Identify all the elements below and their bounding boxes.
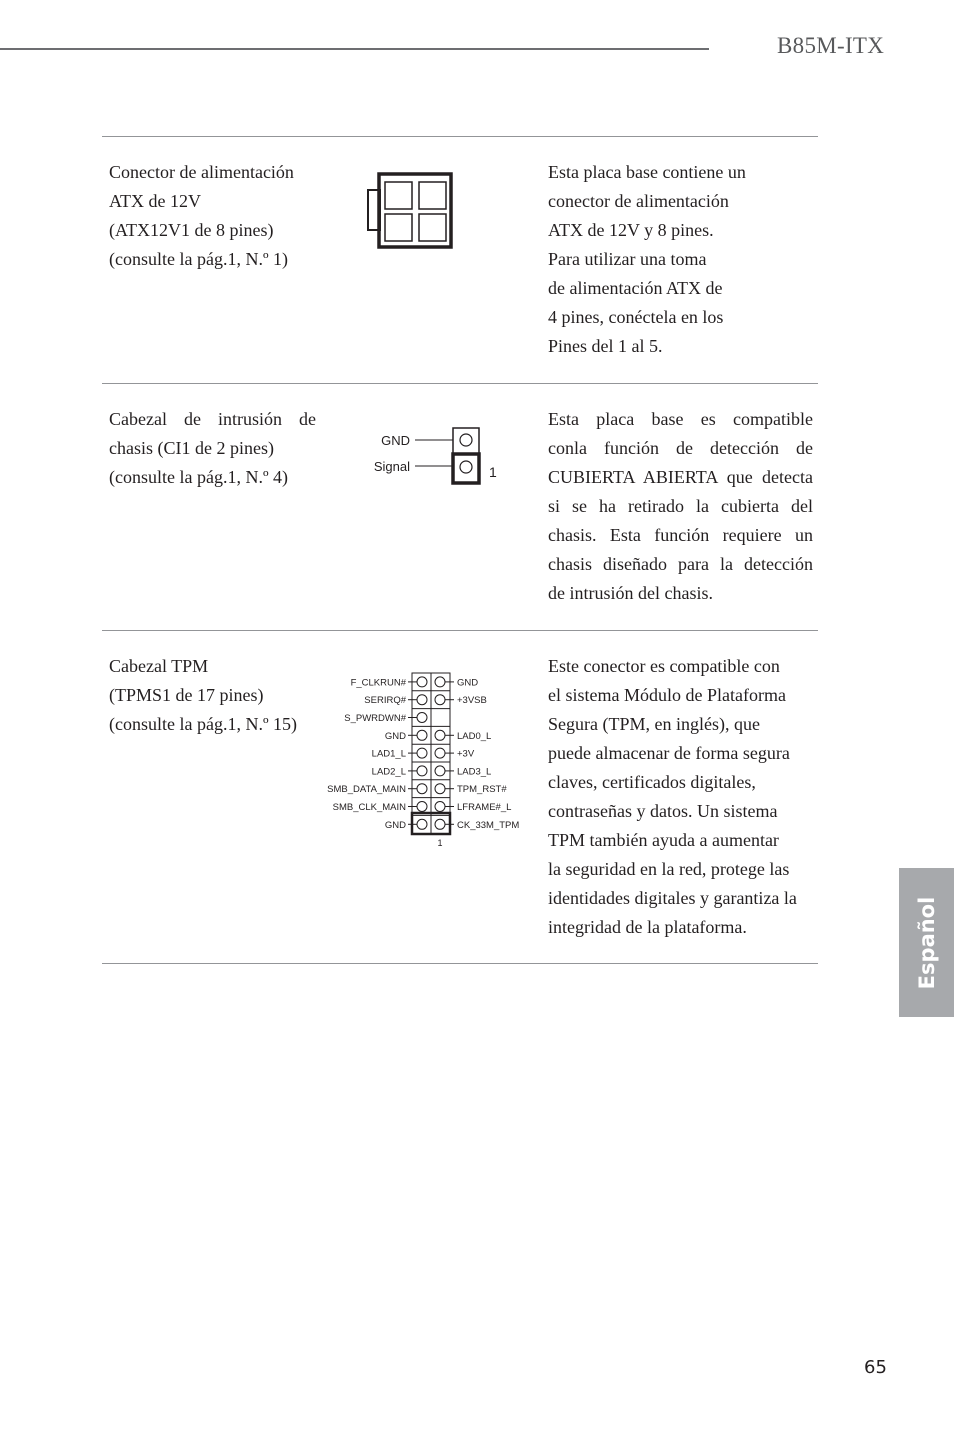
header-rule [0,48,709,50]
tpm-pin-left [417,677,427,687]
signal-label: Signal [373,459,410,474]
tpm-pin-label-right: LAD3_L [457,766,492,778]
tpm-pin-right [435,748,445,758]
gnd-label: GND [381,433,410,448]
tpm-pin-label-left: GND [384,819,406,831]
tpm-pin-label-right: CK_33M_TPM [457,819,520,831]
tpm-pin-left [417,713,427,723]
tpm-pin-right [435,766,445,776]
tpm-pin-label-left: LAD1_L [371,748,406,760]
tpm-pin-label-left: S_PWRDWN# [344,713,406,724]
model-name: B85M-ITX [777,33,885,58]
tpm-pin-label-left: F_CLKRUN# [350,677,406,689]
section-divider [102,136,818,137]
tpm-pin-label-left: SMB_DATA_MAIN [327,784,406,796]
tpm-pin-label-left: SMB_CLK_MAIN [332,802,406,813]
page-number: 65 [864,1357,887,1378]
tpm-pin-right [435,695,445,705]
tpm-title: Cabezal TPM (TPMS1 de 17 pines) (consulte la pág.1, N.º 15) [109,656,298,734]
atx12v-description: Esta placa base contiene un conector de alimentación ATX de 12V y 8 pines. Para utilizar una toma de alimentación ATX de 4 pines, conéctela en los Pines del 1 al 5. [548,162,746,356]
atx12v-connector-diagram [366,171,456,251]
tpm-pin-right [435,677,445,687]
tpm-pin-left [417,819,427,829]
tpm-pin-right [435,730,445,740]
tpm-pin-right [435,819,445,829]
tpm-pin-right [435,802,445,812]
tpm-pin-left [417,695,427,705]
chassis-intrusion-title: Cabezal de intrusión de chasis (CI1 de 2 pines) (consulte la pág.1, N.º 4) [109,409,316,487]
language-tab-label: Español [914,896,939,989]
tpm-pin-left [417,748,427,758]
tpm-pin-label-right: GND [457,677,479,689]
tpm-pin-label-right: TPM_RST# [457,784,507,796]
tpm-pin-label-left: SERIRQ# [364,695,406,707]
tpm-pin-left [417,766,427,776]
section-divider [102,963,818,964]
tpm-pin-left [417,802,427,812]
pin-one-label: 1 [489,464,497,480]
tpm-pin-label-right: +3VSB [457,695,487,707]
tpm-pin-label-right: +3V [457,748,475,760]
tpm-header-diagram [300,665,540,855]
tpm-pin-label-left: GND [384,730,406,742]
tpm-pin-label-right: LFRAME#_L [457,802,512,813]
tpm-pin-label-right: LAD0_L [457,730,492,742]
tpm-pin-right [435,784,445,794]
tpm-pin-label-left: LAD2_L [371,766,406,778]
section-divider [102,383,818,384]
tpm-pin-left [417,784,427,794]
tpm-pin-left [417,730,427,740]
chassis-intrusion-diagram [355,420,515,490]
pin-one-label: 1 [437,838,443,848]
language-tab [899,868,954,1017]
tpm-description: Este conector es compatible con el sistema Módulo de Plataforma Segura (TPM, en inglés), que puede almacenar de forma segura claves, certificados digitales, contraseñas y datos. Un sistema TPM también ayuda a aumentar la seguridad en la red, protege las identidades digitales y garantiza la integridad de la plataforma. [548,656,797,937]
atx12v-title: Conector de alimentación ATX de 12V (ATX12V1 de 8 pines) (consulte la pág.1, N.º 1) [109,162,294,269]
section-divider [102,630,818,631]
chassis-intrusion-description: Esta placa base es compatible conla función de detección de CUBIERTA ABIERTA que detecta si se ha retirado la cubierta del chasis. Esta función requiere un chasis diseñado para la detección de intrusión del chasis. [548,409,813,603]
